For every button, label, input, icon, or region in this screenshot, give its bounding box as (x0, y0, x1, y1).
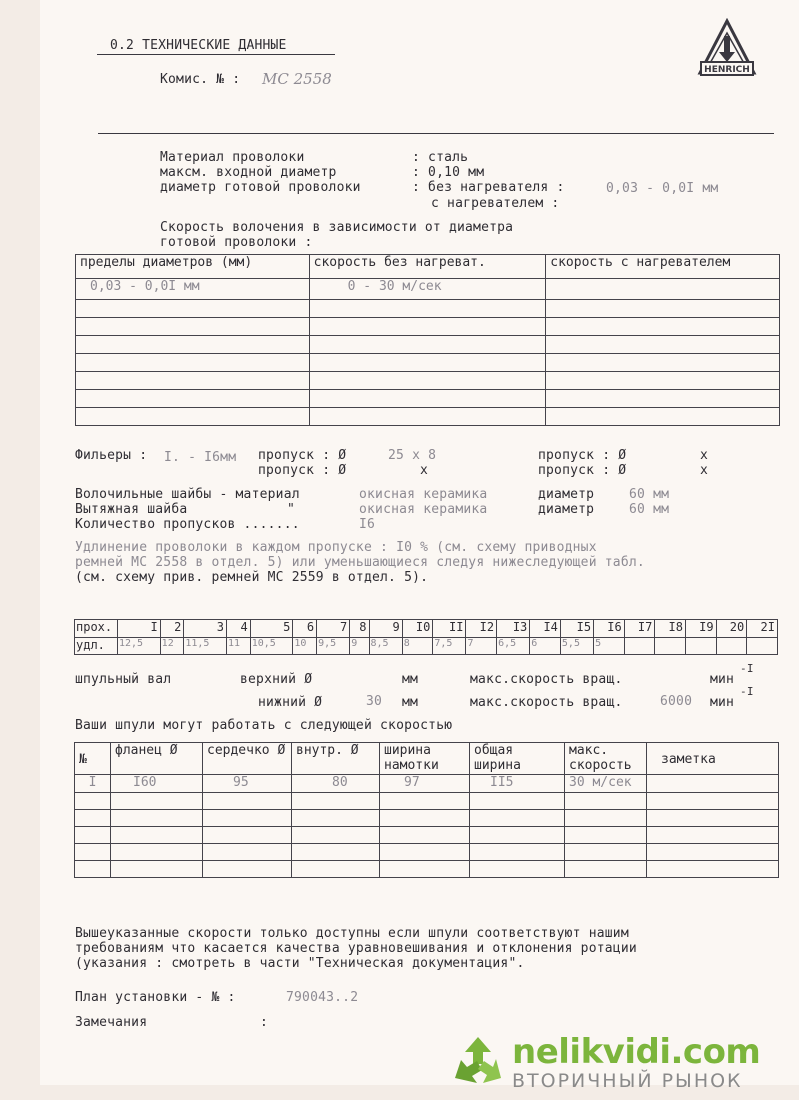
finished-diameter-label: диаметр готовой проволоки (160, 180, 361, 195)
table-cell (203, 827, 292, 844)
table-cell (380, 810, 470, 827)
note-line3: (указания : смотреть в части "Техническая документация". (75, 956, 525, 971)
pass-number-cell: II (433, 620, 466, 638)
table-row (76, 372, 780, 390)
col-header: пределы диаметров (мм) (76, 255, 310, 279)
elongation-cell: 8,5 (369, 638, 402, 655)
lower-speed-label: макс.скорость вращ. (470, 695, 623, 710)
table-cell (546, 390, 780, 408)
elongation-cell: 9,5 (317, 638, 350, 655)
ditto-mark: " (287, 502, 296, 517)
spools-intro: Ваши шпули могут работать с следующей скоростью (75, 718, 453, 733)
table-cell: 0,03 - 0,0I мм (76, 279, 310, 300)
table-cell (565, 810, 647, 827)
table-row (76, 318, 780, 336)
table-cell: 97 (380, 775, 470, 793)
col-header: скорость без нагреват. (309, 255, 546, 279)
passes-count-value: I6 (359, 517, 376, 532)
table-row (76, 300, 780, 318)
table-cell: II5 (470, 775, 565, 793)
pass-number-cell: I8 (655, 620, 686, 638)
without-heater-value: 0,03 - 0,0I мм (606, 181, 719, 196)
table-cell (76, 372, 310, 390)
table-row (76, 279, 780, 300)
table-cell: 30 м/сек (565, 775, 647, 793)
pass-number-cell: I3 (497, 620, 530, 638)
pass4-label: пропуск : Ø (538, 463, 627, 478)
col-header: скорость с нагревателем (546, 255, 780, 279)
table-cell (76, 354, 310, 372)
pass-table (74, 619, 778, 655)
table-cell (380, 827, 470, 844)
elongation-cell: 6,5 (497, 638, 530, 655)
table-cell (647, 775, 779, 793)
table-cell (647, 844, 779, 861)
pass-number-cell: 2 (160, 620, 184, 638)
table-cell (309, 408, 546, 426)
pass-number-cell: 5 (250, 620, 293, 638)
table-cell (76, 318, 310, 336)
pass-number-cell: 2I (747, 620, 778, 638)
pass-number-cell: 6 (293, 620, 317, 638)
elongation-cell: 7 (466, 638, 497, 655)
col-header: заметка (647, 743, 779, 775)
table-cell (309, 372, 546, 390)
table-cell (203, 793, 292, 810)
elongation-cell: 5 (594, 638, 625, 655)
table-cell (75, 861, 111, 878)
lower-diameter-label: нижний Ø (258, 695, 323, 710)
title-underline (97, 54, 335, 55)
pass-number-cell: I2 (466, 620, 497, 638)
table-cell (470, 861, 565, 878)
table-cell (470, 793, 565, 810)
table-cell (76, 408, 310, 426)
pass-number-cell: 8 (350, 620, 369, 638)
table-row (75, 844, 779, 861)
pass-number-row (75, 620, 778, 638)
drawing-pulley-material: окисная керамика (359, 487, 488, 502)
elongation-cell: 10,5 (250, 638, 293, 655)
pulling-pulley-label: Вытяжная шайба (75, 502, 188, 517)
lower-speed-value: 6000 (660, 694, 693, 709)
pass-number-cell: 20 (716, 620, 747, 638)
upper-unit: мм (402, 672, 419, 687)
table-row (75, 793, 779, 810)
remarks-colon: : (260, 1015, 269, 1030)
recycle-icon (449, 1034, 507, 1092)
pass-number-cell: I5 (560, 620, 593, 638)
table-cell: 80 (292, 775, 380, 793)
table-row (76, 336, 780, 354)
table-cell (647, 793, 779, 810)
speed-intro-line1: Скорость волочения в зависимости от диаметра (160, 220, 514, 235)
pass-number-cell: I (118, 620, 161, 638)
dies-range: I. - I6мм (164, 450, 237, 465)
table-cell (546, 354, 780, 372)
table-cell (75, 793, 111, 810)
company-logo (697, 18, 757, 78)
table-cell (203, 810, 292, 827)
table-cell (546, 318, 780, 336)
table-cell (470, 810, 565, 827)
pass-number-cell: I9 (685, 620, 716, 638)
table-cell (546, 300, 780, 318)
pass-number-cell: 3 (184, 620, 227, 638)
pass-number-cell: I0 (402, 620, 433, 638)
elongation-cell (716, 638, 747, 655)
table-cell (565, 827, 647, 844)
upper-speed-exponent: -I (740, 662, 754, 675)
upper-speed-unit: мин (710, 672, 735, 687)
pass-number-cell: 4 (227, 620, 251, 638)
header-divider (98, 133, 774, 134)
spool-shaft-label: шпульный вал (75, 672, 172, 687)
row-label: прох. (75, 620, 118, 638)
lower-unit: мм (402, 695, 419, 710)
table-cell: I60 (111, 775, 203, 793)
pulling-pulley-material: окисная керамика (359, 502, 488, 517)
speed-table (75, 254, 780, 426)
table-cell (203, 844, 292, 861)
elongation-cell: 12,5 (118, 638, 161, 655)
table-row (76, 354, 780, 372)
table-row (75, 861, 779, 878)
table-cell (546, 372, 780, 390)
table-cell: 95 (203, 775, 292, 793)
pulling-pulley-diameter-label: диаметр (538, 502, 595, 517)
elongation-cell (685, 638, 716, 655)
material-value: : сталь (412, 150, 469, 165)
pass-number-cell: 7 (317, 620, 350, 638)
upper-diameter-label: верхний Ø (240, 672, 313, 687)
material-label: Материал проволоки (160, 150, 305, 165)
pass3-value: x (700, 448, 709, 463)
col-header: внутр. Ø (292, 743, 380, 775)
table-cell (75, 844, 111, 861)
table-cell: 0 - 30 м/сек (309, 279, 546, 300)
elongation-cell: 12 (160, 638, 184, 655)
table-cell (647, 827, 779, 844)
drawing-pulley-label: Волочильные шайбы - материал (75, 487, 300, 502)
table-cell (565, 844, 647, 861)
elongation-cell: 11 (227, 638, 251, 655)
table-cell (111, 827, 203, 844)
table-cell (292, 861, 380, 878)
col-header: макс. скорость (565, 743, 647, 775)
drawing-pulley-diameter-label: диаметр (538, 487, 595, 502)
elongation-row (75, 638, 778, 655)
max-input-label: максм. входной диаметр (160, 165, 337, 180)
table-cell (380, 844, 470, 861)
table-row (75, 775, 779, 793)
passes-count-label: Количество пропусков ....... (75, 517, 300, 532)
commission-label: Комис. № : (160, 72, 241, 87)
table-cell (76, 390, 310, 408)
pass-number-cell: I6 (594, 620, 625, 638)
table-row (76, 390, 780, 408)
col-header: № (75, 743, 111, 775)
table-cell (292, 844, 380, 861)
logo-text: HENRICH (704, 65, 750, 75)
lower-speed-exponent: -I (740, 685, 754, 698)
speed-table-header (76, 255, 780, 279)
pulling-pulley-diameter: 60 мм (629, 502, 670, 517)
remarks-label: Замечания (75, 1015, 148, 1030)
table-cell (309, 354, 546, 372)
elongation-cell: 5,5 (560, 638, 593, 655)
table-cell (292, 827, 380, 844)
table-cell (76, 300, 310, 318)
pass-number-cell: I7 (624, 620, 655, 638)
pass4-value: x (700, 463, 709, 478)
pass2-value: x (420, 463, 429, 478)
watermark (449, 1028, 789, 1098)
plan-label: План установки - № : (75, 990, 236, 1005)
table-cell (111, 810, 203, 827)
table-cell (565, 793, 647, 810)
elongation-cell (624, 638, 655, 655)
table-cell (309, 336, 546, 354)
table-cell (647, 810, 779, 827)
table-cell (565, 861, 647, 878)
elongation-cell: 8 (402, 638, 433, 655)
pass1-value: 25 x 8 (388, 448, 437, 463)
table-cell: I (75, 775, 111, 793)
table-row (75, 810, 779, 827)
col-header: сердечко Ø (203, 743, 292, 775)
elongation-cell: 10 (293, 638, 317, 655)
commission-value: МС 2558 (262, 70, 332, 88)
drawing-pulley-diameter: 60 мм (629, 487, 670, 502)
col-header: ширина намотки (380, 743, 470, 775)
elongation-cell: 6 (530, 638, 561, 655)
table-cell (76, 336, 310, 354)
elongation-line3: (см. схему прив. ремней МС 2559 в отдел. 5). (75, 570, 429, 585)
lower-diameter-value: 30 (366, 694, 383, 709)
elongation-line1: Удлинение проволоки в каждом пропуске : I0 % (см. схему приводных (75, 540, 597, 555)
watermark-tagline: ВТОРИЧНЫЙ РЫНОК (512, 1070, 743, 1092)
speed-intro-line2: готовой проволоки : (160, 235, 313, 250)
elongation-line2: ремней МС 2558 в отдел. 5) или уменьшающиеся следуя нижеследующей табл. (75, 555, 645, 570)
table-cell (309, 318, 546, 336)
table-row (75, 827, 779, 844)
pass3-label: пропуск : Ø (538, 448, 627, 463)
table-cell (470, 844, 565, 861)
row-label: удл. (75, 638, 118, 655)
table-cell (292, 810, 380, 827)
pass2-label: пропуск : Ø (258, 463, 347, 478)
table-cell (309, 390, 546, 408)
watermark-brand: nelikvidi.com (512, 1032, 761, 1072)
table-cell (292, 793, 380, 810)
table-cell (546, 336, 780, 354)
pass-number-cell: 9 (369, 620, 402, 638)
table-cell (111, 793, 203, 810)
col-header: общая ширина (470, 743, 565, 775)
dies-label: Фильеры : (75, 448, 148, 463)
table-cell (111, 861, 203, 878)
plan-value: 790043..2 (286, 990, 359, 1005)
elongation-cell: 9 (350, 638, 369, 655)
table-cell (546, 279, 780, 300)
without-heater-label: : без нагревателя : (412, 180, 565, 195)
max-input-value: : 0,10 мм (412, 165, 485, 180)
spool-table-header (75, 743, 779, 775)
note-line1: Вышеуказанные скорости только доступны если шпули соответствуют нашим (75, 926, 629, 941)
table-cell (647, 861, 779, 878)
with-heater-label: с нагревателем : (431, 196, 560, 211)
table-cell (203, 861, 292, 878)
note-line2: требованиям что касается качества уравновешивания и отклонения ротации (75, 941, 637, 956)
table-cell (309, 300, 546, 318)
table-cell (75, 827, 111, 844)
pass1-label: пропуск : Ø (258, 448, 347, 463)
section-title: 0.2 ТЕХНИЧЕСКИЕ ДАННЫЕ (110, 38, 287, 53)
table-cell (111, 844, 203, 861)
table-cell (470, 827, 565, 844)
table-cell (380, 861, 470, 878)
table-cell (546, 408, 780, 426)
upper-speed-label: макс.скорость вращ. (470, 672, 623, 687)
elongation-cell: 7,5 (433, 638, 466, 655)
pass-number-cell: I4 (530, 620, 561, 638)
table-cell (380, 793, 470, 810)
elongation-cell (747, 638, 778, 655)
lower-speed-unit: мин (710, 695, 735, 710)
table-cell (75, 810, 111, 827)
spool-table (74, 742, 779, 878)
elongation-cell: 11,5 (184, 638, 227, 655)
col-header: фланец Ø (111, 743, 203, 775)
table-row (76, 408, 780, 426)
elongation-cell (655, 638, 686, 655)
